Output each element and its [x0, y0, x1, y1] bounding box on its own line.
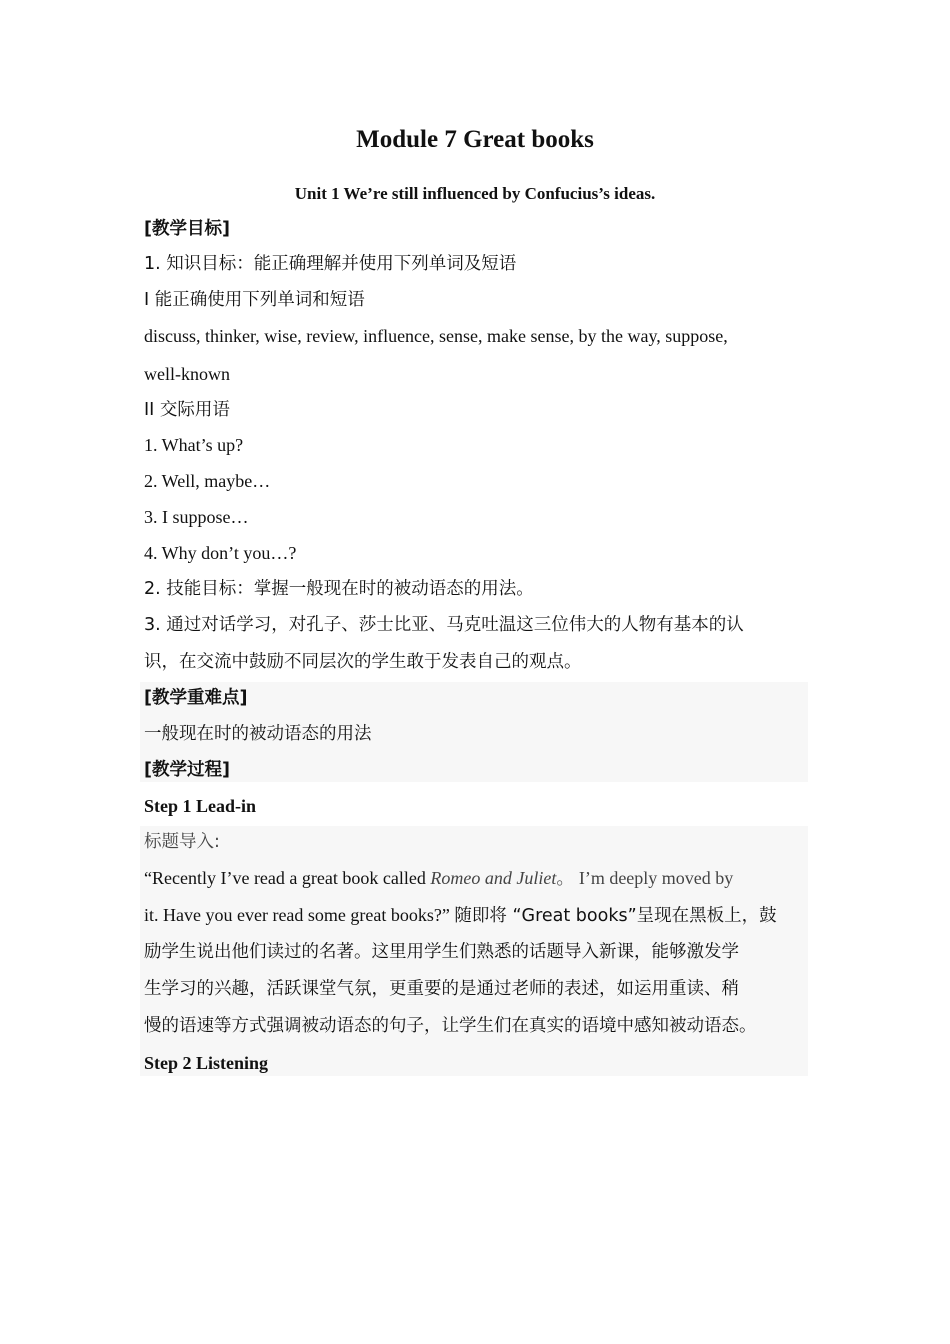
process-heading: [教学过程]	[144, 760, 230, 780]
step2-title: Step 2 Listening	[144, 1053, 269, 1073]
page-subtitle: Unit 1 We’re still influenced by Confucius’s ideas.	[294, 184, 656, 203]
step1-title: Step 1 Lead-in	[144, 796, 257, 816]
phrase-item: 2. Well, maybe…	[144, 471, 271, 491]
phrase-item: 4. Why don’t you…?	[144, 543, 297, 563]
step1-line-1-text-b: 。 I’m deeply moved by	[556, 868, 734, 888]
keypoints-content: 一般现在时的被动语态的用法	[144, 724, 372, 744]
phrases-heading: II 交际用语	[144, 400, 230, 420]
step1-line-2-text-a: it. Have you ever read some great books?”	[144, 905, 455, 925]
phrase-item: 3. I suppose…	[144, 507, 249, 527]
vocab-line-2: well-known	[144, 364, 230, 384]
vocab-line-1: discuss, thinker, wise, review, influence, sense, make sense, by the way, suppose,	[144, 326, 728, 346]
step1-line-1-text-a: “Recently I’ve read a great book called	[144, 868, 431, 888]
skill-objective: 2. 技能目标：掌握一般现在时的被动语态的用法。	[144, 579, 534, 599]
step1-line-5: 慢的语速等方式强调被动语态的句子，让学生们在真实的语境中感知被动语态。	[144, 1016, 757, 1036]
objectives-heading: [教学目标]	[144, 219, 230, 239]
keypoints-heading: [教学重难点]	[144, 688, 248, 708]
emotion-objective-line-2: 识，在交流中鼓励不同层次的学生敢于发表自己的观点。	[144, 652, 582, 672]
phrase-item: 1. What’s up?	[144, 435, 244, 455]
step1-line-3: 励学生说出他们读过的名著。这里用学生们熟悉的话题导入新课，能够激发学	[144, 942, 739, 962]
step1-line-4: 生学习的兴趣，活跃课堂气氛，更重要的是通过老师的表述，如运用重读、稍	[144, 979, 739, 999]
emotion-objective-line-1: 3. 通过对话学习，对孔子、莎士比亚、马克吐温这三位伟大的人物有基本的认	[144, 615, 744, 635]
step1-line-2-text-b: 随即将 “Great books”呈现在黑板上，鼓	[454, 906, 777, 926]
vocab-heading: I 能正确使用下列单词和短语	[144, 290, 365, 310]
step1-label: 标题导入:	[144, 832, 220, 852]
step1-line-1	[144, 860, 806, 896]
knowledge-objective: 1. 知识目标：能正确理解并使用下列单词及短语	[144, 254, 517, 274]
book-title-romeo-and-juliet: Romeo and Juliet	[430, 868, 557, 888]
page-title: Module 7 Great books	[356, 126, 594, 153]
step1-line-2	[144, 897, 806, 933]
